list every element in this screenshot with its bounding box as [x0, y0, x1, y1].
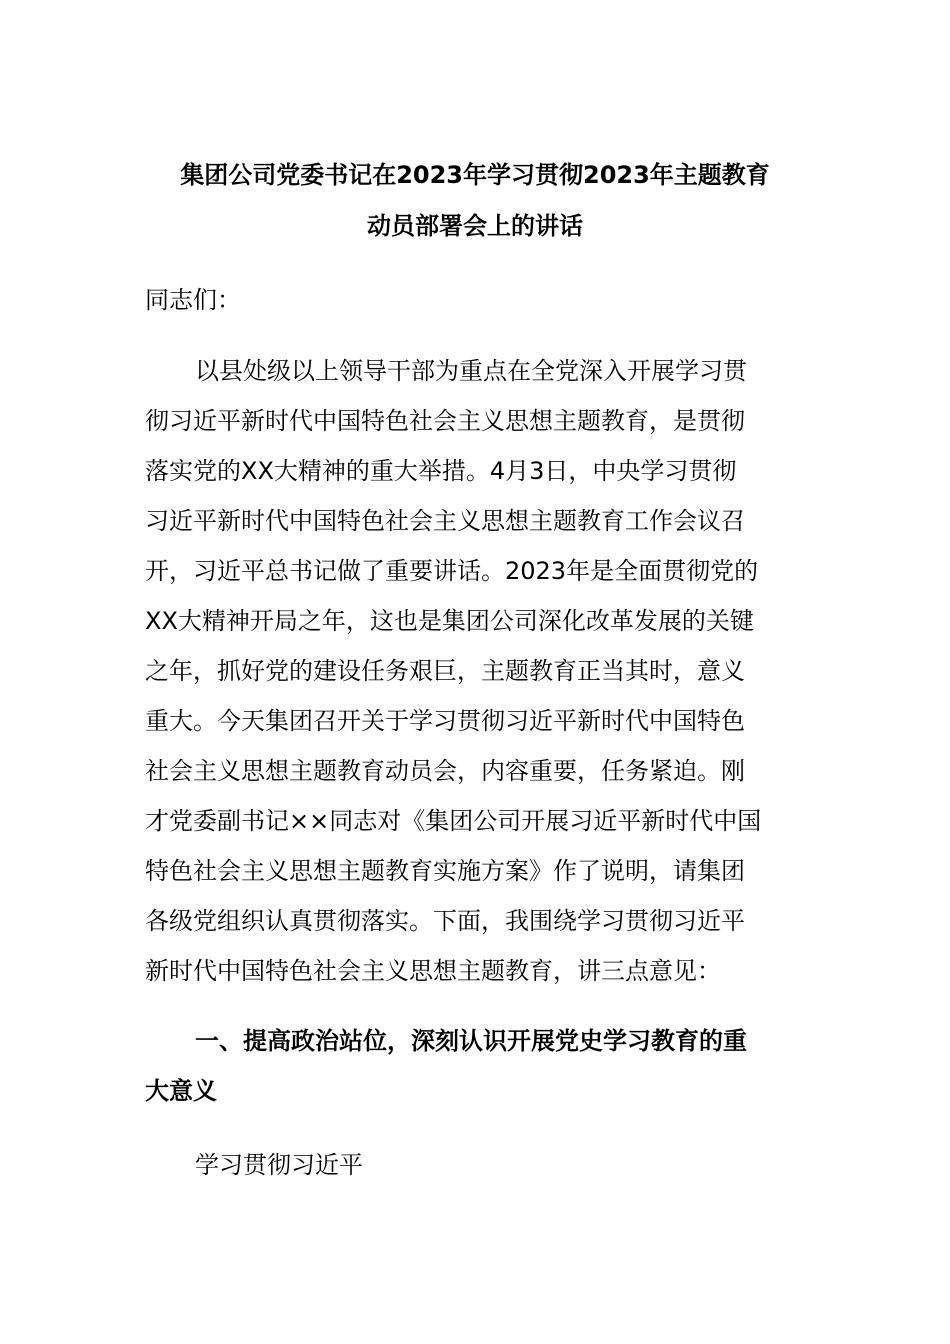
paragraph-line: 重大。今天集团召开关于学习贯彻习近平新时代中国特色 — [145, 707, 745, 735]
paragraph-line: 开，习近平总书记做了重要讲话。2023年是全面贯彻党的 — [145, 557, 759, 585]
paragraph-line: 社会主义思想主题教育动员会，内容重要，任务紧迫。刚 — [145, 757, 745, 785]
paragraph-line: 之年，抓好党的建设任务艰巨，主题教育正当其时，意义 — [145, 657, 745, 685]
paragraph-line: 彻习近平新时代中国特色社会主义思想主题教育，是贯彻 — [145, 407, 745, 435]
paragraph-line: 落实党的XX大精神的重大举措。4月3日，中央学习贯彻 — [145, 457, 737, 485]
paragraph-line: 习近平新时代中国特色社会主义思想主题教育工作会议召 — [145, 507, 745, 535]
document-title-line-1: 集团公司党委书记在2023年学习贯彻2023年主题教育 — [180, 161, 770, 189]
section-heading-line-2: 大意义 — [145, 1077, 217, 1105]
paragraph-line: 新时代中国特色社会主义思想主题教育，讲三点意见： — [145, 957, 721, 985]
tail-paragraph: 学习贯彻习近平 — [195, 1151, 363, 1179]
section-heading-line-1: 一、提高政治站位，深刻认识开展党史学习教育的重 — [195, 1027, 747, 1055]
paragraph-line: 各级党组织认真贯彻落实。下面，我围绕学习贯彻习近平 — [145, 907, 745, 935]
document-title-line-2: 动员部署会上的讲话 — [367, 212, 583, 240]
paragraph-line: 特色社会主义思想主题教育实施方案》作了说明，请集团 — [145, 857, 745, 885]
paragraph-line: 才党委副书记××同志对《集团公司开展习近平新时代中国 — [145, 807, 762, 835]
paragraph-line: XX大精神开局之年，这也是集团公司深化改革发展的关键 — [145, 607, 754, 635]
paragraph-line: 以县处级以上领导干部为重点在全党深入开展学习贯 — [195, 357, 747, 385]
salutation: 同志们： — [145, 286, 241, 314]
